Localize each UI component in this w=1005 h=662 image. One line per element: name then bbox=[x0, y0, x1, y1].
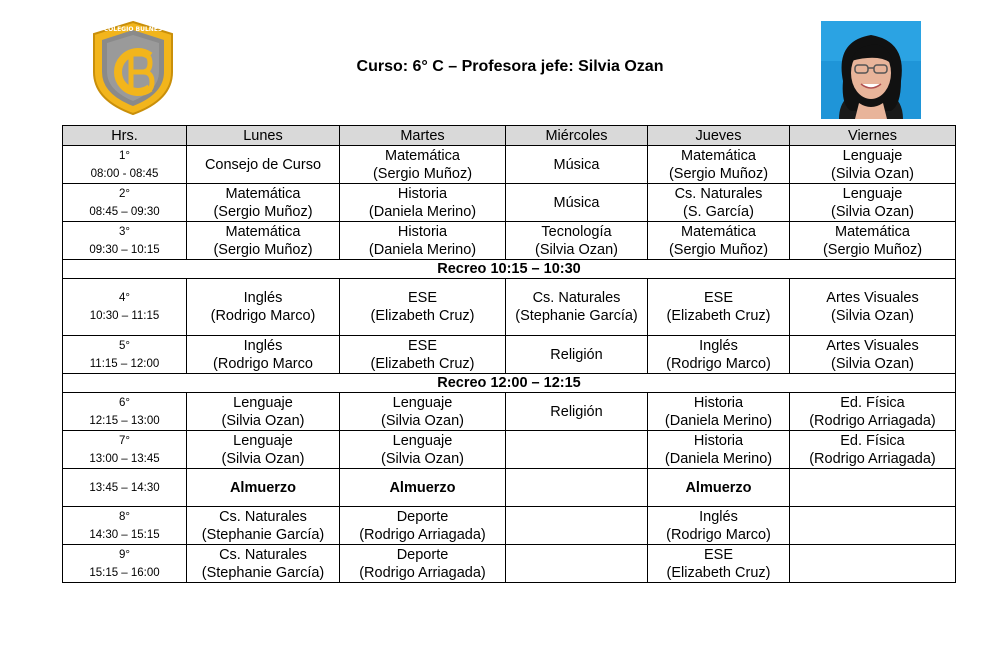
period-cell bbox=[63, 146, 187, 184]
subject-name: Deporte bbox=[396, 546, 449, 563]
teacher-name: (Stephanie García) bbox=[201, 564, 325, 581]
recess-label: Recreo 10:15 – 10:30 bbox=[63, 260, 956, 279]
class-cell bbox=[648, 507, 790, 545]
page-title: Curso: 6° C – Profesora jefe: Silvia Ozan bbox=[356, 58, 664, 75]
subject-name: Consejo de Curso bbox=[204, 156, 322, 173]
period-time: 14:30 – 15:15 bbox=[89, 528, 160, 541]
class-cell bbox=[187, 146, 340, 184]
class-cell bbox=[187, 222, 340, 260]
teacher-name: (S. García) bbox=[683, 203, 754, 220]
subject-name: Lenguaje bbox=[233, 432, 293, 449]
class-cell bbox=[506, 545, 648, 583]
subject-name: Matemática bbox=[835, 223, 910, 240]
period-number: 1° bbox=[119, 149, 130, 162]
schedule-row bbox=[63, 222, 956, 260]
teacher-name: (Daniela Merino) bbox=[664, 412, 773, 429]
subject-name: Matemática bbox=[681, 223, 756, 240]
teacher-name: (Rodrigo Arriagada) bbox=[809, 412, 936, 429]
teacher-name: (Sergio Muñoz) bbox=[213, 241, 313, 258]
period-cell bbox=[63, 336, 187, 374]
subject-name: Historia bbox=[693, 432, 744, 449]
subject-name: Cs. Naturales bbox=[532, 290, 621, 306]
period-number: 5° bbox=[119, 339, 130, 352]
period-number: 8° bbox=[119, 510, 130, 523]
subject-name: Lenguaje bbox=[392, 432, 453, 449]
class-cell bbox=[187, 545, 340, 583]
subject-name: ESE bbox=[407, 337, 437, 354]
class-cell bbox=[790, 336, 956, 374]
class-cell bbox=[506, 393, 648, 431]
class-cell bbox=[340, 545, 506, 583]
subject-name: Lenguaje bbox=[392, 394, 453, 411]
class-cell bbox=[340, 469, 506, 507]
column-header: Martes bbox=[340, 126, 506, 146]
subject-name: Música bbox=[553, 194, 600, 211]
period-number: 7° bbox=[119, 434, 130, 447]
class-cell bbox=[506, 431, 648, 469]
teacher-name: (Sergio Muñoz) bbox=[668, 241, 769, 258]
subject-name: Artes Visuales bbox=[826, 290, 919, 306]
class-cell bbox=[187, 279, 340, 336]
subject-name: Ed. Física bbox=[840, 394, 905, 411]
class-cell bbox=[506, 279, 648, 336]
subject-name: Deporte bbox=[396, 508, 449, 525]
period-cell bbox=[63, 184, 187, 222]
class-cell bbox=[790, 279, 956, 336]
class-cell bbox=[340, 279, 506, 336]
period-cell bbox=[63, 431, 187, 469]
teacher-name: (Silvia Ozan) bbox=[831, 355, 914, 372]
recess-row bbox=[63, 260, 956, 279]
class-cell bbox=[340, 393, 506, 431]
teacher-name: (Stephanie García) bbox=[515, 308, 638, 324]
class-cell bbox=[187, 393, 340, 431]
period-number: 2° bbox=[119, 187, 130, 200]
column-header: Lunes bbox=[187, 126, 340, 146]
subject-name: Música bbox=[553, 156, 600, 173]
subject-name: ESE bbox=[407, 290, 437, 306]
teacher-name: (Elizabeth Cruz) bbox=[370, 355, 475, 372]
class-cell bbox=[187, 184, 340, 222]
schedule-row bbox=[63, 469, 956, 507]
subject-name: ESE bbox=[703, 546, 733, 563]
subject-name: ESE bbox=[703, 290, 733, 306]
subject-name: Historia bbox=[693, 394, 744, 411]
teacher-name: (Daniela Merino) bbox=[664, 450, 773, 467]
teacher-name: (Daniela Merino) bbox=[368, 203, 477, 220]
class-cell bbox=[648, 336, 790, 374]
teacher-name: (Daniela Merino) bbox=[368, 241, 477, 258]
class-cell bbox=[340, 222, 506, 260]
teacher-name: (Sergio Muñoz) bbox=[668, 165, 769, 182]
teacher-name: (Silvia Ozan) bbox=[221, 412, 305, 429]
period-time: 11:15 – 12:00 bbox=[89, 357, 160, 370]
subject-name: Almuerzo bbox=[229, 479, 297, 496]
teacher-name: (Elizabeth Cruz) bbox=[666, 308, 771, 324]
column-header: Jueves bbox=[648, 126, 790, 146]
class-cell bbox=[340, 507, 506, 545]
teacher-name: (Silvia Ozan) bbox=[831, 165, 914, 182]
period-time: 13:45 – 14:30 bbox=[89, 481, 160, 494]
subject-name: Lenguaje bbox=[233, 394, 293, 411]
class-cell bbox=[340, 184, 506, 222]
class-cell bbox=[506, 469, 648, 507]
period-number: 6° bbox=[119, 396, 130, 409]
class-cell bbox=[790, 545, 956, 583]
header-row bbox=[63, 126, 956, 146]
teacher-name: (Silvia Ozan) bbox=[381, 450, 464, 467]
period-number: 4° bbox=[119, 292, 130, 304]
subject-name: Tecnología bbox=[541, 223, 612, 240]
schedule-row bbox=[63, 184, 956, 222]
subject-name: Artes Visuales bbox=[826, 337, 919, 354]
period-number: 3° bbox=[119, 225, 130, 238]
subject-name: Religión bbox=[550, 346, 603, 363]
class-cell bbox=[187, 431, 340, 469]
teacher-name: (Silvia Ozan) bbox=[221, 450, 305, 467]
subject-name: Inglés bbox=[699, 337, 738, 354]
subject-name: Inglés bbox=[243, 337, 283, 354]
subject-name: Religión bbox=[550, 403, 603, 420]
class-cell bbox=[790, 507, 956, 545]
teacher-name: (Silvia Ozan) bbox=[381, 412, 464, 429]
subject-name: Matemática bbox=[681, 147, 756, 164]
subject-name: Inglés bbox=[699, 508, 738, 525]
schedule-table bbox=[62, 125, 956, 583]
column-header: Miércoles bbox=[506, 126, 648, 146]
class-cell bbox=[340, 336, 506, 374]
period-cell bbox=[63, 545, 187, 583]
teacher-name: (Silvia Ozan) bbox=[831, 203, 914, 220]
class-cell bbox=[648, 279, 790, 336]
teacher-name: (Elizabeth Cruz) bbox=[666, 564, 771, 581]
subject-name: Almuerzo bbox=[685, 479, 752, 496]
class-cell bbox=[790, 393, 956, 431]
schedule-row bbox=[63, 336, 956, 374]
teacher-name: (Rodrigo Marco) bbox=[666, 526, 771, 543]
class-cell bbox=[506, 336, 648, 374]
class-cell bbox=[648, 393, 790, 431]
period-time: 10:30 – 11:15 bbox=[89, 310, 160, 322]
teacher-name: (Rodrigo Marco bbox=[213, 355, 313, 372]
period-cell bbox=[63, 222, 187, 260]
subject-name: Matemática bbox=[225, 185, 301, 202]
teacher-name: (Sergio Muñoz) bbox=[372, 165, 473, 182]
teacher-name: (Elizabeth Cruz) bbox=[370, 308, 475, 324]
teacher-name: (Sergio Muñoz) bbox=[213, 203, 313, 220]
period-time: 09:30 – 10:15 bbox=[89, 243, 160, 256]
class-cell bbox=[790, 222, 956, 260]
class-cell bbox=[790, 469, 956, 507]
class-cell bbox=[790, 184, 956, 222]
subject-name: Cs. Naturales bbox=[219, 508, 307, 525]
teacher-name: (Rodrigo Arriagada) bbox=[359, 564, 486, 581]
class-cell bbox=[648, 146, 790, 184]
column-header: Hrs. bbox=[63, 126, 187, 146]
class-cell bbox=[187, 469, 340, 507]
class-cell bbox=[506, 146, 648, 184]
period-cell bbox=[63, 507, 187, 545]
teacher-name: (Silvia Ozan) bbox=[831, 308, 914, 324]
subject-name: Matemática bbox=[385, 147, 460, 164]
period-cell bbox=[63, 279, 187, 336]
recess-row bbox=[63, 374, 956, 393]
subject-name: Historia bbox=[397, 223, 448, 240]
schedule-row bbox=[63, 545, 956, 583]
class-cell bbox=[340, 431, 506, 469]
class-cell bbox=[187, 507, 340, 545]
class-cell bbox=[506, 222, 648, 260]
schedule-row bbox=[63, 431, 956, 469]
schedule-row bbox=[63, 146, 956, 184]
school-logo bbox=[92, 20, 174, 116]
teacher-name: (Silvia Ozan) bbox=[535, 241, 618, 258]
teacher-name: (Rodrigo Marco) bbox=[210, 308, 316, 324]
class-cell bbox=[648, 469, 790, 507]
subject-name: Cs. Naturales bbox=[674, 185, 763, 202]
teacher-name: (Rodrigo Arriagada) bbox=[359, 526, 486, 543]
class-cell bbox=[790, 431, 956, 469]
period-time: 13:00 – 13:45 bbox=[89, 452, 160, 465]
class-cell bbox=[648, 545, 790, 583]
schedule-row bbox=[63, 393, 956, 431]
subject-name: Ed. Física bbox=[840, 432, 905, 449]
period-time: 08:45 – 09:30 bbox=[89, 205, 160, 218]
class-cell bbox=[340, 146, 506, 184]
subject-name: Inglés bbox=[243, 290, 283, 306]
period-number: 9° bbox=[119, 548, 130, 561]
class-cell bbox=[187, 336, 340, 374]
subject-name: Historia bbox=[397, 185, 448, 202]
subject-name: Cs. Naturales bbox=[219, 546, 307, 563]
teacher-name: (Rodrigo Arriagada) bbox=[809, 450, 936, 467]
period-cell bbox=[63, 393, 187, 431]
teacher-photo bbox=[821, 21, 921, 119]
teacher-name: (Stephanie García) bbox=[201, 526, 325, 543]
teacher-name: (Sergio Muñoz) bbox=[822, 241, 923, 258]
class-cell bbox=[648, 222, 790, 260]
logo-text: COLEGIO BULNES bbox=[103, 26, 163, 33]
class-cell bbox=[648, 431, 790, 469]
class-cell bbox=[648, 184, 790, 222]
period-time: 08:00 - 08:45 bbox=[90, 167, 159, 180]
subject-name: Matemática bbox=[225, 223, 301, 240]
column-header: Viernes bbox=[790, 126, 956, 146]
subject-name: Lenguaje bbox=[842, 185, 903, 202]
period-time: 12:15 – 13:00 bbox=[89, 414, 160, 427]
class-cell bbox=[790, 146, 956, 184]
recess-label: Recreo 12:00 – 12:15 bbox=[63, 374, 956, 393]
teacher-name: (Rodrigo Marco) bbox=[666, 355, 771, 372]
subject-name: Almuerzo bbox=[389, 479, 456, 496]
subject-name: Lenguaje bbox=[842, 147, 903, 164]
class-cell bbox=[506, 507, 648, 545]
schedule-row bbox=[63, 507, 956, 545]
period-time: 15:15 – 16:00 bbox=[89, 566, 160, 579]
class-cell bbox=[506, 184, 648, 222]
period-cell bbox=[63, 469, 187, 507]
schedule-row bbox=[63, 279, 956, 336]
